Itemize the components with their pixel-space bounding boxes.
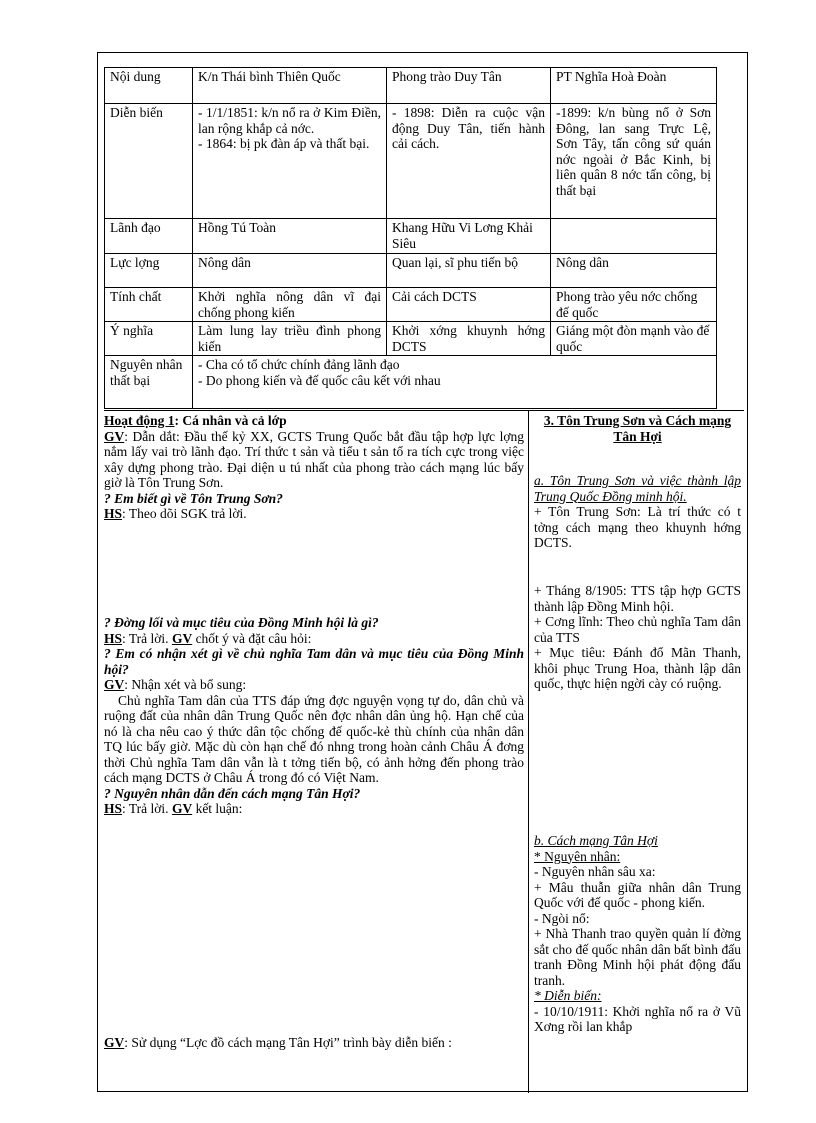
hs-label: HS — [104, 801, 123, 816]
table-cell — [551, 219, 717, 254]
content-line: - Nguyên nhân sâu xa: — [534, 864, 656, 879]
question: ? Em biết gì về Tôn Trung Sơn? — [104, 490, 283, 506]
table-cell: -1899: k/n bùng nổ ở Sơn Đông, lan sang Trực Lệ, Sơn Tây, tấn công sứ quán nớc ngoài ở Bắc Kinh, bị liên quân 8 nớc tấn công, bị thất bại — [551, 104, 717, 219]
content-line: + Nhà Thanh trao quyền quản lí đờng sắt cho đế quốc nhân dân bất bình đấu tranh Đồng Minh hội phát động đấu tranh. — [534, 926, 741, 988]
table-cell: Khang Hữu Vi Lơng Khải Siêu — [387, 219, 551, 254]
comparison-table — [104, 67, 717, 409]
gv-text: chốt ý và đặt câu hỏi: — [192, 630, 312, 646]
activity-label: Hoạt động 1 — [104, 413, 175, 428]
row-label: Lực lợng — [105, 254, 193, 288]
hs-text: : Trả lời. — [122, 801, 172, 816]
table-cell: Làm lung lay triều đình phong kiến — [193, 322, 387, 356]
gv-label: GV — [104, 428, 125, 444]
content-line: - Ngòi nổ: — [534, 910, 590, 926]
gv-text: : Dẫn dắt: Đầu thế kỷ XX, GCTS Trung Quốc bắt đầu tập hợp lực lợng nắm lấy vai trò lãnh đạo. Trí thức t sản và tiểu t sản tổ ra tích cực trong việc xây dựng phong trào. Đại diện u tú nhất của phong trào cách mạng lúc bấy giờ là Tôn Trung Sơn. — [104, 428, 524, 490]
column-divider — [528, 411, 529, 1093]
header-cell: Phong trào Duy Tân — [387, 68, 551, 104]
table-cell — [193, 104, 387, 219]
cell-line: - Cha có tổ chức chính đảng lãnh đạo — [198, 357, 400, 372]
gv-text: kết luận: — [192, 801, 243, 816]
table-cell — [193, 356, 717, 409]
hs-label: HS — [104, 630, 123, 646]
table-cell: Quan lại, sĩ phu tiến bộ — [387, 254, 551, 288]
content-line: + Tôn Trung Sơn: Là trí thức có t tởng cách mạng theo khuynh hớng DCTS. — [534, 504, 741, 550]
content-line: * Diễn biến: — [534, 988, 602, 1003]
section-heading: 3. Tôn Trung Sơn và Cách mạng Tân Hợi — [543, 413, 732, 444]
content-line: * Nguyên nhân: — [534, 848, 621, 864]
content-line: - 10/10/1911: Khởi nghĩa nổ ra ở Vũ Xơng rồi lan khắp — [534, 1003, 741, 1034]
row-label: Ý nghĩa — [105, 322, 193, 356]
question: ? Đờng lối và mục tiêu của Đồng Minh hội là gì? — [104, 615, 379, 630]
gv-text: : Nhận xét và bổ sung: — [124, 677, 247, 692]
table-cell: - 1898: Diễn ra cuộc vận động Duy Tân, tiến hành cải cách. — [387, 104, 551, 219]
subsection-heading: a. Tôn Trung Sơn và việc thành lập Trung Quốc Đồng minh hội. — [534, 473, 741, 504]
table-row — [105, 322, 717, 356]
table-header-row — [105, 68, 717, 104]
lesson-section — [104, 410, 744, 1093]
row-label: Diễn biến — [105, 104, 193, 219]
row-label: Lãnh đạo — [105, 219, 193, 254]
question: ? Em có nhận xét gì về chủ nghĩa Tam dân và mục tiêu của Đồng Minh hội? — [104, 646, 524, 677]
header-cell: Nội dung — [105, 68, 193, 104]
header-cell: K/n Thái bình Thiên Quốc — [193, 68, 387, 104]
question: ? Nguyên nhân dẫn đến cách mạng Tân Hợi? — [104, 785, 361, 801]
table-row — [105, 254, 717, 288]
table-cell: Hồng Tú Toàn — [193, 219, 387, 254]
subsection-heading: b. Cách mạng Tân Hợi — [534, 833, 658, 848]
hs-text: : Theo dõi SGK trả lời. — [122, 506, 247, 521]
header-cell: PT Nghĩa Hoà Đoàn — [551, 68, 717, 104]
content-line: + Tháng 8/1905: TTS tập hợp GCTS thành lập Đồng Minh hội. — [534, 583, 741, 614]
gv-text: : Sử dụng “Lợc đồ cách mạng Tân Hợi” trình bày diễn biến : — [124, 1035, 452, 1050]
content-line: + Mâu thuẫn giữa nhân dân Trung Quốc với đế quốc - phong kiến. — [534, 879, 741, 910]
cell-line: - 1864: bị pk đàn áp và thất bại. — [198, 136, 370, 151]
gv-label: GV — [104, 1035, 125, 1050]
table-cell: Nông dân — [551, 254, 717, 288]
paragraph: Chủ nghĩa Tam dân của TTS đáp ứng đợc nguyện vọng tự do, dân chủ và ruộng đất của nhân dân Trung Quốc nên đợc nhân dân ủng hộ. Hạn chế của nó là cha nêu cao ý thức dân tộc chống đế quốc-kẻ thù chính của nhân dân TQ lúc bấy giờ. Mặc dù còn hạn chế đó nhng trong hoàn cảnh Châu Á đơng thời Chủ nghĩa Tam dân vẫn là t tởng tiến bộ, có ảnh hởng đến phong trào cách mạng DCTS ở Châu Á trong đó có Việt Nam. — [104, 692, 524, 785]
activity-title: : Cá nhân và cả lớp — [174, 413, 287, 428]
table-row — [105, 219, 717, 254]
table-cell: Giáng một đòn mạnh vào đế quốc — [551, 322, 717, 356]
table-row — [105, 288, 717, 322]
row-label: Tính chất — [105, 288, 193, 322]
table-cell: Nông dân — [193, 254, 387, 288]
cell-line: - Do phong kiến và đế quốc câu kết với nhau — [198, 372, 441, 388]
hs-text: : Trả lời. — [122, 630, 172, 646]
gv-label: GV — [171, 801, 193, 816]
gv-label: GV — [171, 630, 193, 646]
table-cell: Phong trào yêu nớc chống đế quốc — [551, 288, 717, 322]
content-line: + Mục tiêu: Đánh đổ Mãn Thanh, khôi phục Trung Hoa, thành lập dân quốc, thực hiện ngời cày có ruộng. — [534, 645, 741, 691]
content-line: + Cơng lĩnh: Theo chủ nghĩa Tam dân của TTS — [534, 614, 741, 645]
table-row — [105, 356, 717, 409]
cell-line: - 1/1/1851: k/n nổ ra ở Kim Điền, lan rộng khắp cả nớc. — [198, 105, 381, 136]
gv-label: GV — [104, 677, 125, 692]
row-label: Nguyên nhân thất bại — [105, 356, 193, 409]
table-cell: Khởi xớng khuynh hớng DCTS — [387, 322, 551, 356]
table-cell: Cải cách DCTS — [387, 288, 551, 322]
hs-label: HS — [104, 506, 123, 521]
table-row — [105, 104, 717, 219]
table-cell: Khởi nghĩa nông dân vĩ đại chống phong kiến — [193, 288, 387, 322]
